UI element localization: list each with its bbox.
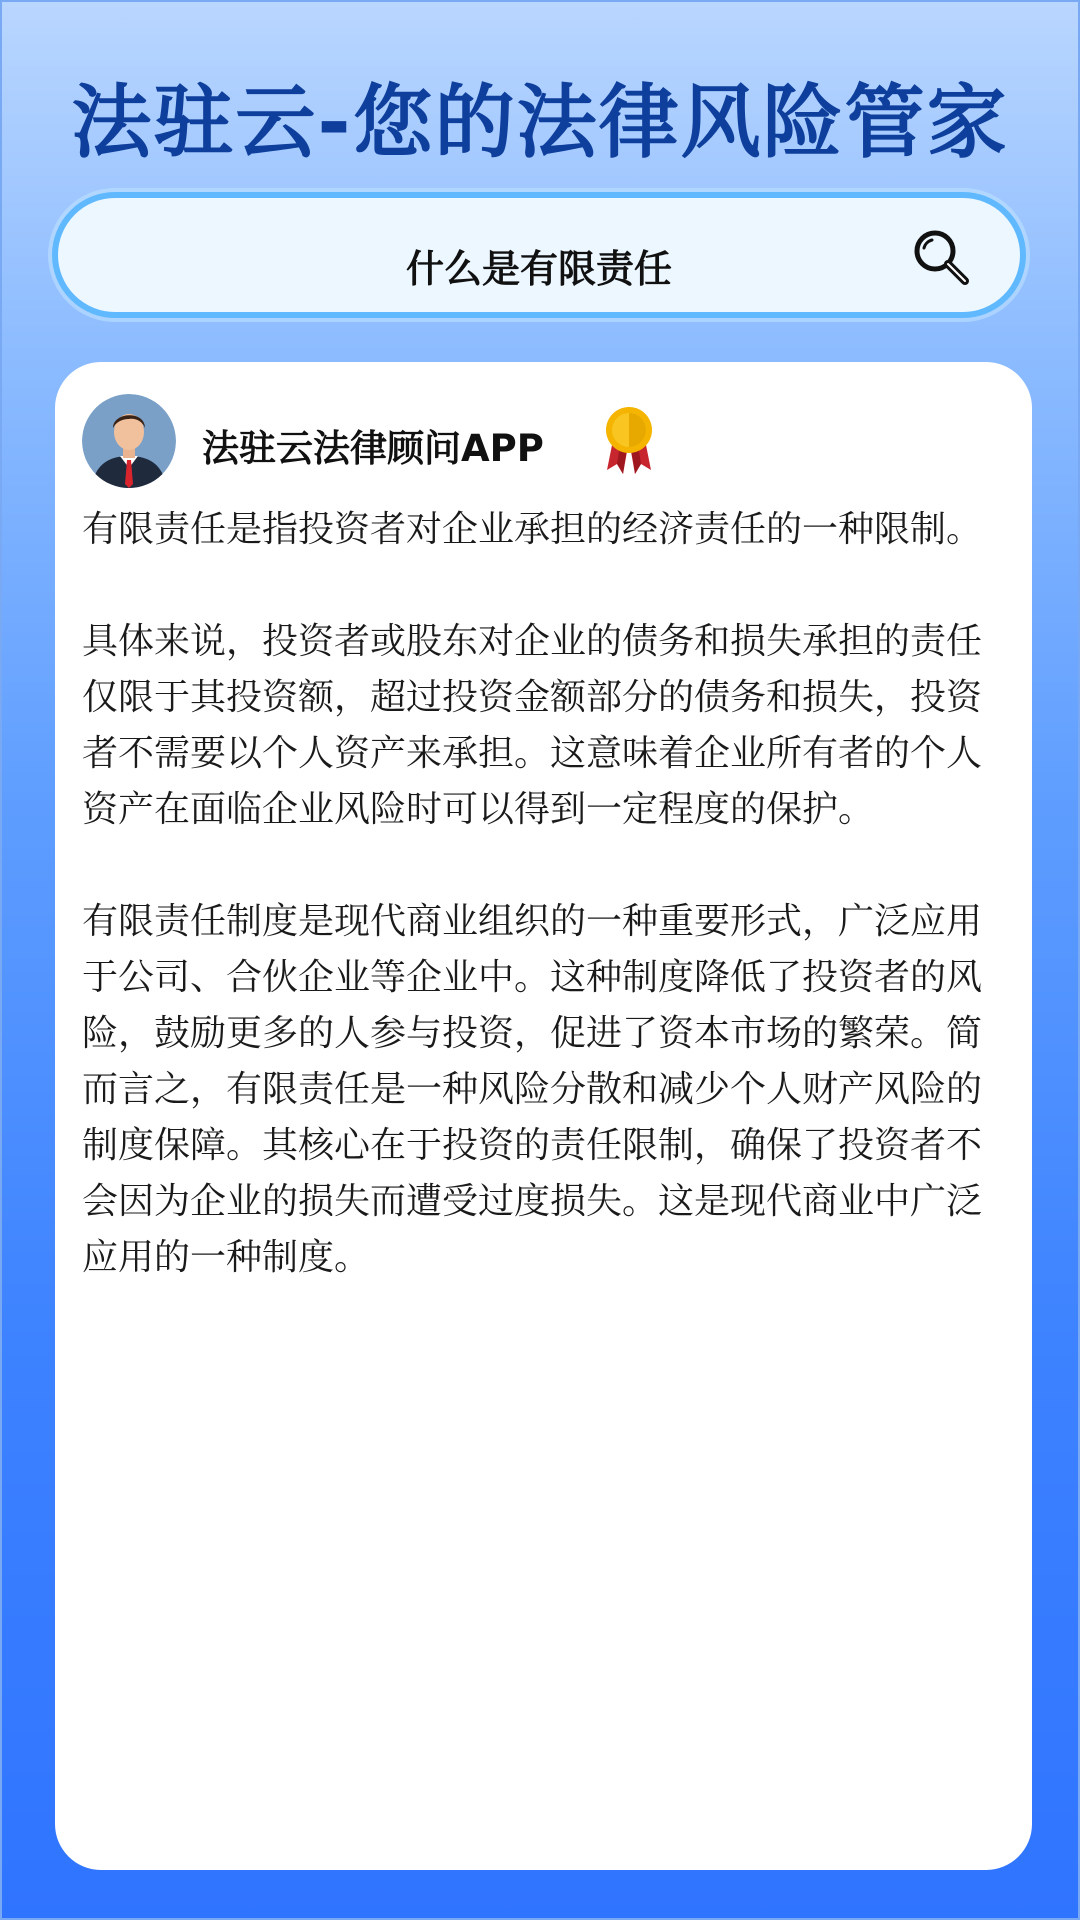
answer-paragraph: 具体来说，投资者或股东对企业的债务和损失承担的责任仅限于其投资额，超过投资金额部分的债务和损失，投资者不需要以个人资产来承担。这意味着企业所有者的个人资产在面临企业风险时可以得到一定程度的保护。	[82, 621, 983, 830]
search-query-text[interactable]: 什么是有限责任	[405, 247, 672, 291]
medal-icon	[601, 406, 657, 476]
search-bar[interactable]	[52, 192, 1026, 318]
search-icon[interactable]	[910, 226, 972, 288]
page-title: 法驻云-您的法律风险管家	[71, 76, 1009, 169]
author-name: 法驻云法律顾问APP	[202, 427, 544, 470]
answer-card	[55, 362, 1032, 1870]
answer-paragraph: 有限责任制度是现代商业组织的一种重要形式，广泛应用于公司、合伙企业等企业中。这种制度降低了投资者的风险，鼓励更多的人参与投资，促进了资本市场的繁荣。简而言之，有限责任是一种风险分散和减少个人财产风险的制度保障。其核心在于投资的责任限制，确保了投资者不会因为企业的损失而遭受过度损失。这是现代商业中广泛应用的一种制度。	[82, 901, 983, 1278]
answer-paragraph: 有限责任是指投资者对企业承担的经济责任的一种限制。	[82, 509, 983, 550]
answer-text	[82, 502, 982, 1342]
avatar	[82, 394, 176, 488]
